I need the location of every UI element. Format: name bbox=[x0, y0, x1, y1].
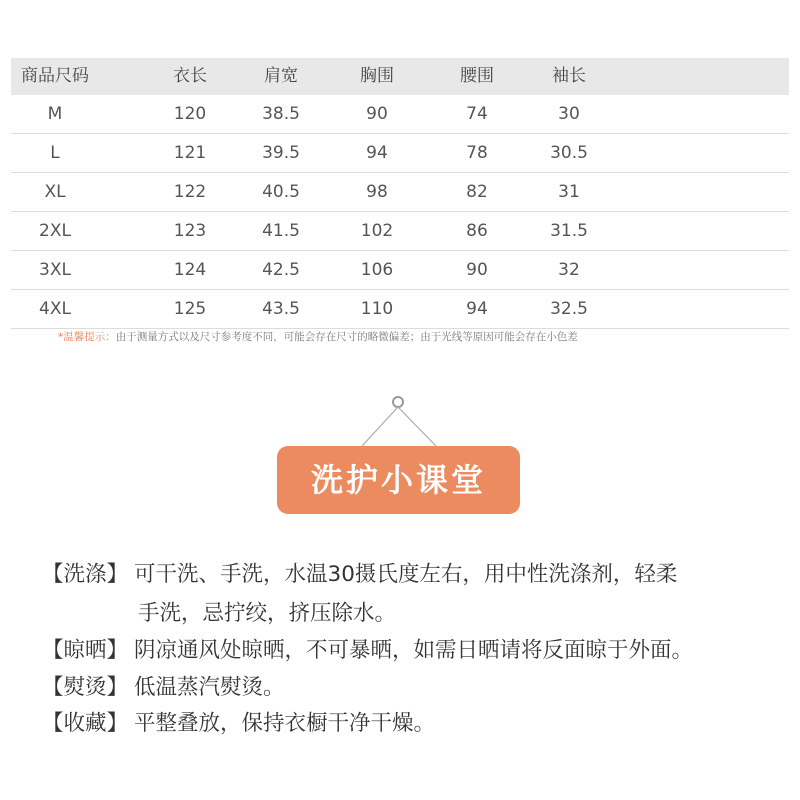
care-title-banner: 洗护小课堂 bbox=[277, 446, 520, 514]
table-cell: 120 bbox=[173, 104, 207, 124]
table-cell: 90 bbox=[466, 260, 488, 280]
table-cell: 121 bbox=[173, 143, 207, 163]
table-cell: 39.5 bbox=[262, 143, 300, 163]
table-cell: 30 bbox=[558, 104, 580, 124]
header-cell-size: 商品尺码 bbox=[21, 66, 89, 86]
care-label: 【晾晒】 bbox=[42, 638, 129, 663]
table-cell: 98 bbox=[366, 182, 388, 202]
header-cell-sleeve: 袖长 bbox=[552, 66, 586, 86]
table-row bbox=[11, 251, 789, 290]
table-cell: 102 bbox=[360, 221, 394, 241]
table-cell: 32 bbox=[558, 260, 580, 280]
table-header-row bbox=[11, 58, 789, 95]
header-cell-shoulder: 肩宽 bbox=[264, 66, 298, 86]
care-text-continuation: 手洗，忌拧绞，挤压除水。 bbox=[138, 601, 397, 626]
table-cell: 43.5 bbox=[262, 299, 300, 319]
table-cell: 78 bbox=[466, 143, 488, 163]
hanger-icon bbox=[350, 392, 450, 452]
header-cell-waist: 腰围 bbox=[460, 66, 494, 86]
table-cell: L bbox=[50, 143, 60, 163]
table-cell: M bbox=[47, 104, 63, 124]
table-cell: 86 bbox=[466, 221, 488, 241]
care-label: 【收藏】 bbox=[42, 711, 129, 736]
care-text: 可干洗、手洗，水温30摄氏度左右，用中性洗涤剂，轻柔 bbox=[134, 562, 678, 587]
table-row bbox=[11, 173, 789, 212]
table-cell: 42.5 bbox=[262, 260, 300, 280]
size-table bbox=[11, 58, 789, 329]
table-cell: 31.5 bbox=[550, 221, 588, 241]
care-text: 平整叠放，保持衣橱干净干燥。 bbox=[134, 711, 436, 736]
care-text: 阴凉通风处晾晒，不可暴晒，如需日晒请将反面晾于外面。 bbox=[134, 638, 694, 663]
care-text: 低温蒸汽熨烫。 bbox=[134, 675, 285, 700]
table-cell: 41.5 bbox=[262, 221, 300, 241]
table-cell: 94 bbox=[366, 143, 388, 163]
table-cell: 125 bbox=[173, 299, 207, 319]
table-cell: 38.5 bbox=[262, 104, 300, 124]
table-cell: 123 bbox=[173, 221, 207, 241]
table-cell: 40.5 bbox=[262, 182, 300, 202]
measurement-note bbox=[58, 329, 578, 344]
table-cell: 90 bbox=[366, 104, 388, 124]
table-cell: 94 bbox=[466, 299, 488, 319]
care-item-drying bbox=[42, 633, 693, 664]
care-label: 【洗涤】 bbox=[42, 562, 129, 587]
table-row bbox=[11, 134, 789, 173]
table-cell: 74 bbox=[466, 104, 488, 124]
header-cell-length: 衣长 bbox=[173, 66, 207, 86]
table-cell: 4XL bbox=[39, 299, 71, 319]
table-cell: 82 bbox=[466, 182, 488, 202]
note-prefix: *温馨提示： bbox=[58, 331, 116, 343]
table-cell: 110 bbox=[360, 299, 394, 319]
note-text: 由于测量方式以及尺寸参考度不同，可能会存在尺寸的略微偏差；由于光线等原因可能会存在小色差 bbox=[115, 331, 578, 343]
table-row bbox=[11, 95, 789, 134]
care-item-storage bbox=[42, 706, 435, 737]
care-label: 【熨烫】 bbox=[42, 675, 129, 700]
table-cell: 106 bbox=[360, 260, 394, 280]
table-row bbox=[11, 290, 789, 329]
header-cell-chest: 胸围 bbox=[360, 66, 394, 86]
table-cell: 122 bbox=[173, 182, 207, 202]
table-cell: 31 bbox=[558, 182, 580, 202]
table-cell: 3XL bbox=[39, 260, 71, 280]
table-cell: XL bbox=[44, 182, 66, 202]
table-cell: 30.5 bbox=[550, 143, 588, 163]
care-item-ironing bbox=[42, 670, 285, 701]
table-cell: 124 bbox=[173, 260, 207, 280]
table-cell: 2XL bbox=[39, 221, 71, 241]
table-cell: 32.5 bbox=[550, 299, 588, 319]
care-item-washing bbox=[42, 557, 677, 588]
table-row bbox=[11, 212, 789, 251]
